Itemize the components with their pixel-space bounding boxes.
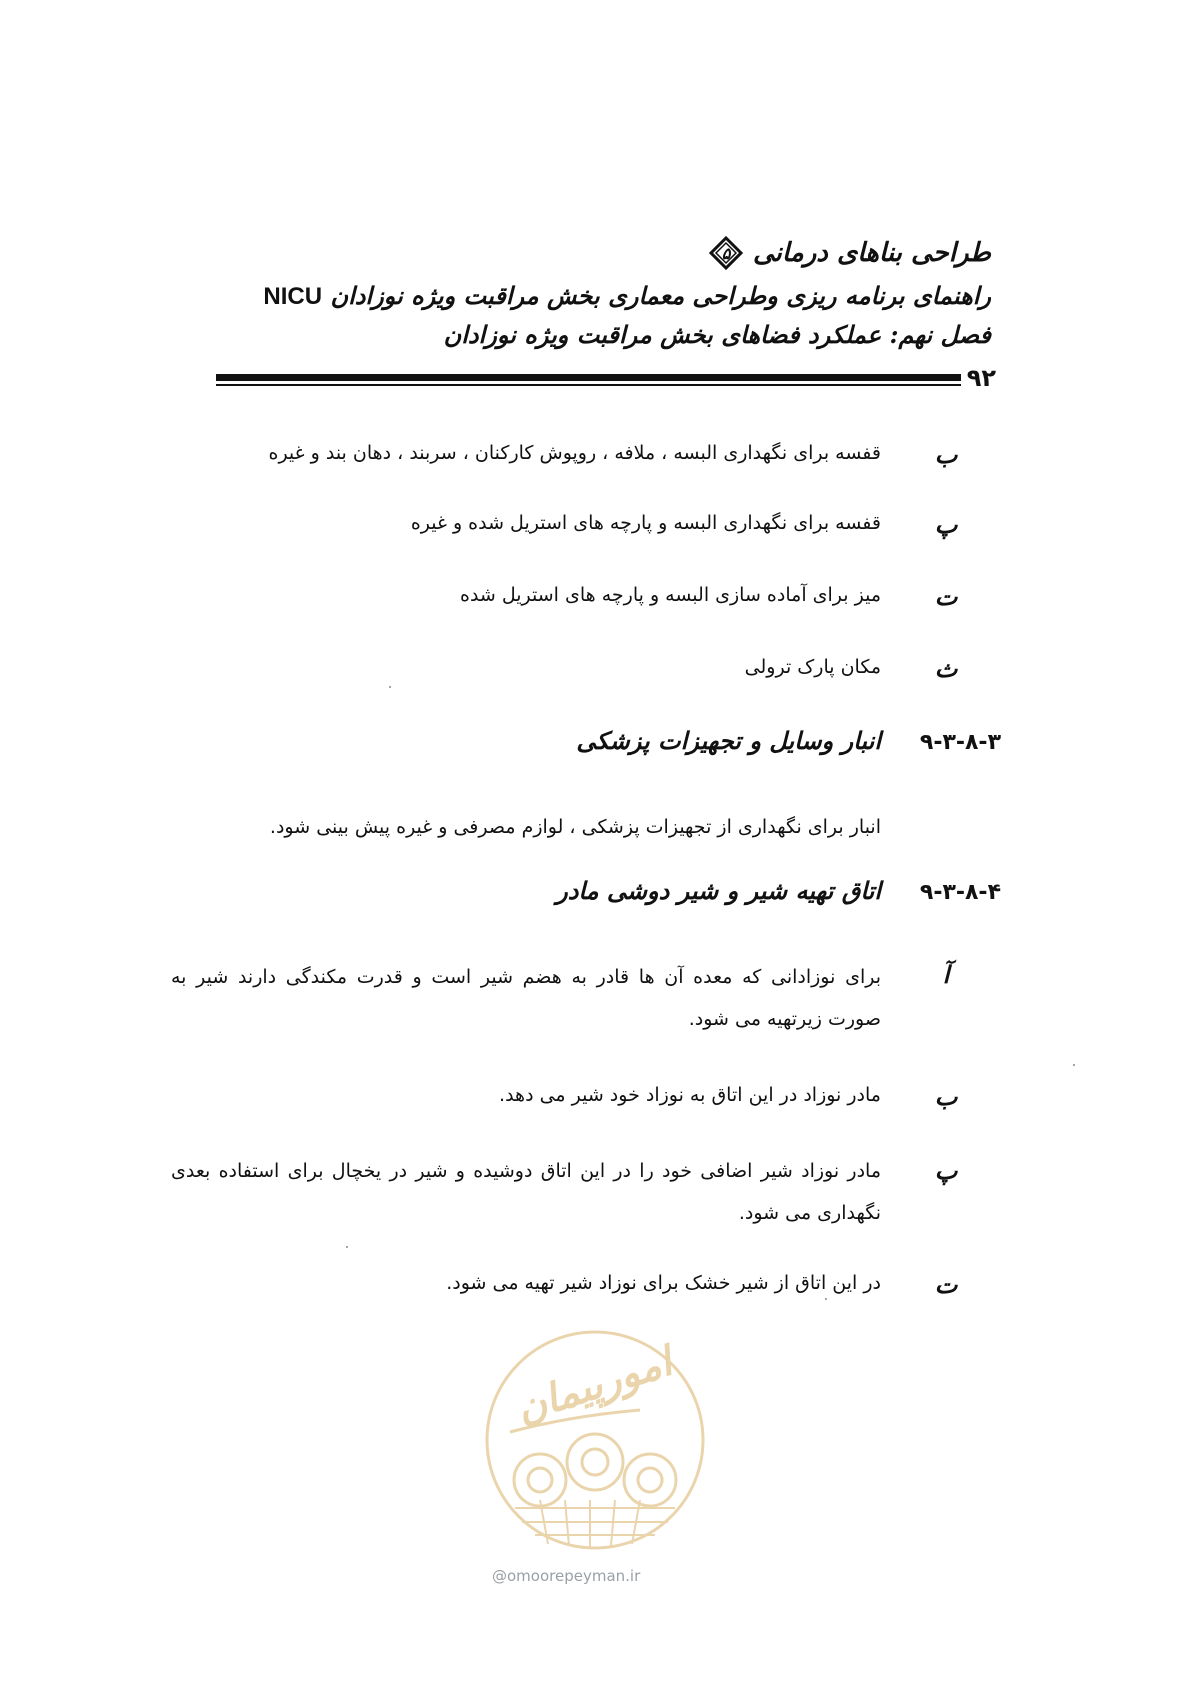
- diamond-badge-icon: [709, 236, 743, 270]
- list-item-marker: ت: [934, 1270, 958, 1299]
- chapter-title: فصل نهم: عملکرد فضاهای بخش مراقبت ویژه نوزادان: [443, 320, 991, 349]
- list-item-marker: پ: [934, 510, 958, 539]
- list-item-text: قفسه برای نگهداری البسه و پارچه های استریل شده و غیره: [410, 512, 881, 534]
- watermark-site: @omoorepeyman.ir: [492, 1567, 641, 1585]
- guide-title-text: راهنمای برنامه ریزی وطراحی معماری بخش مراقبت ویژه نوزادان: [330, 281, 991, 310]
- section-paragraph: انبار برای نگهداری از تجهیزات پزشکی ، لوازم مصرفی و غیره پیش بینی شود.: [269, 816, 881, 838]
- list-item-text: قفسه برای نگهداری البسه ، ملافه ، روپوش کارکنان ، سربند ، دهان بند و غیره: [268, 442, 881, 464]
- scan-speck: [825, 1298, 827, 1300]
- list-item-marker: پ: [934, 1156, 958, 1185]
- list-item-text: در این اتاق از شیر خشک برای نوزاد شیر تهیه می شود.: [446, 1272, 881, 1294]
- scan-speck: [346, 1246, 348, 1248]
- list-item-marker: ت: [934, 582, 958, 611]
- section-title: انبار وسایل و تجهیزات پزشکی: [576, 726, 881, 755]
- list-item-marker: ب: [934, 1082, 958, 1111]
- watermark-logo: [480, 1320, 710, 1560]
- volume-number: ۵: [721, 244, 731, 263]
- scan-speck: [1073, 1064, 1075, 1066]
- page-number: ۹۲: [966, 364, 996, 392]
- scan-speck: [389, 686, 391, 688]
- list-item-text: مکان پارک ترولی: [744, 656, 881, 678]
- section-number: ۹-۳-۸-۳: [919, 730, 1001, 755]
- section-number: ۹-۳-۸-۴: [919, 880, 1001, 905]
- list-item-text: میز برای آماده سازی البسه و پارچه های استریل شده: [459, 584, 881, 606]
- guide-title-latin: NICU: [263, 283, 323, 310]
- list-item-text: مادر نوزاد شیر اضافی خود را در این اتاق دوشیده و شیر در یخچال برای استفاده بعدی نگهداری می شود.: [171, 1160, 881, 1224]
- header-guide-title: [263, 281, 991, 311]
- header-rule-thin: [216, 384, 961, 386]
- list-item-marker: ب: [934, 440, 958, 469]
- volume-badge: [709, 236, 743, 270]
- list-item-text: برای نوزادانی که معده آن ها قادر به هضم شیر است و قدرت مکندگی دارند شیر به صورت زیرتهیه می شود.: [171, 966, 881, 1030]
- header-rule-thick: [216, 374, 961, 381]
- list-item-marker: آ: [942, 960, 950, 989]
- list-item-marker: ث: [934, 654, 958, 683]
- list-item-text: مادر نوزاد در این اتاق به نوزاد خود شیر می دهد.: [499, 1084, 881, 1106]
- section-title: اتاق تهیه شیر و شیر دوشی مادر: [556, 876, 881, 905]
- book-title-text: طراحی بناهای درمانی: [753, 238, 991, 268]
- watermark-logo-text: امورپیمان: [510, 1338, 678, 1433]
- header-book-title: [709, 236, 991, 270]
